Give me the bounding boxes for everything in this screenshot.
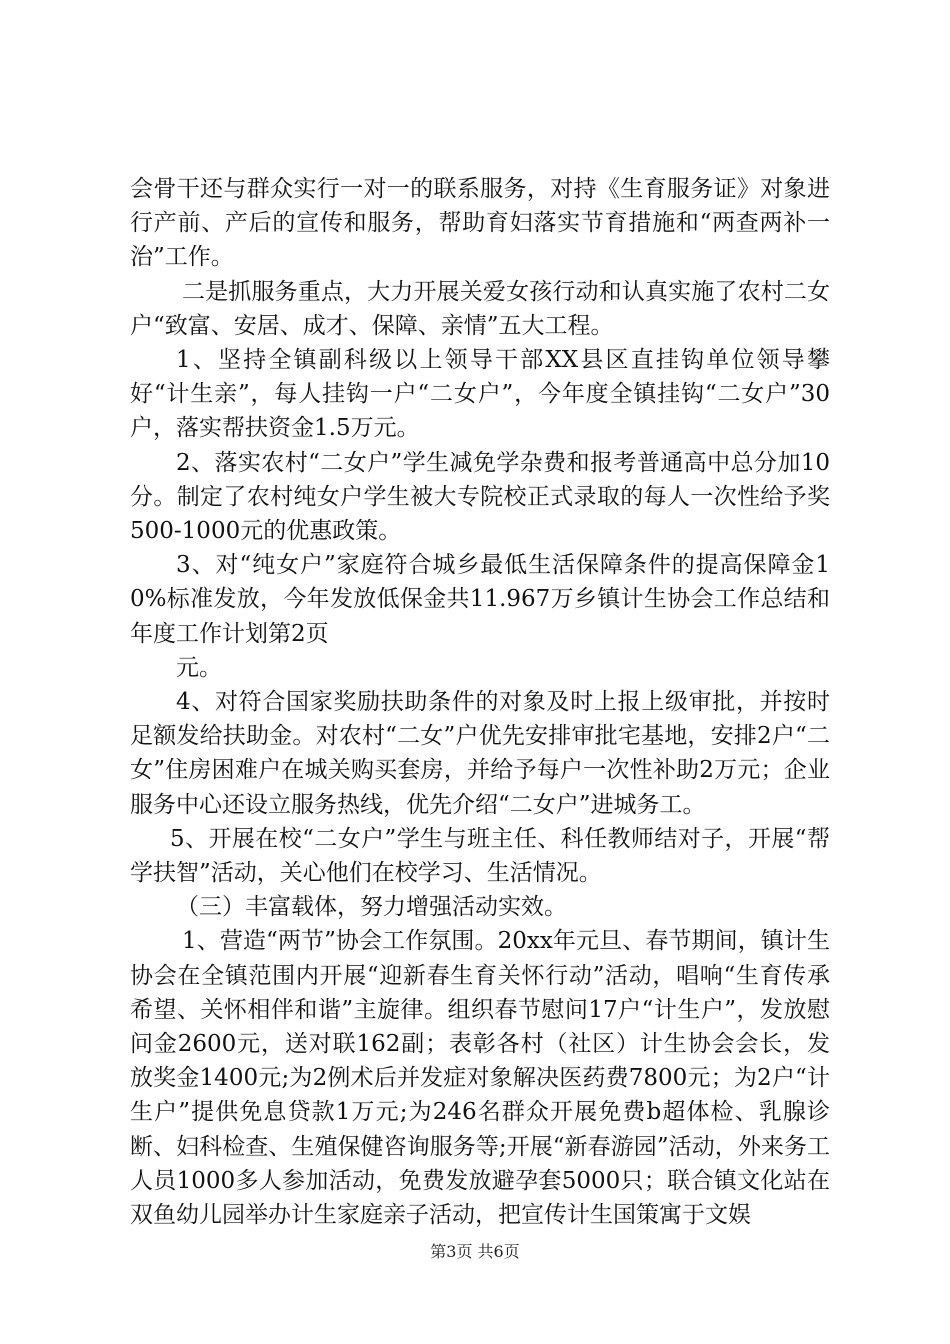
paragraph-service-focus: 二是抓服务重点，大力开展关爱女孩行动和认真实施了农村二女户“致富、安居、成才、保障、亲情”五大工程。 — [130, 278, 830, 339]
paragraph-continuation: 会骨干还与群众实行一对一的联系服务，对持《生育服务证》对象进行产前、产后的宣传和服务，帮助育妇落实节育措施和“两查两补一治”工作。 — [130, 176, 830, 271]
paragraph-item-3-end: 元。 — [176, 654, 222, 681]
page-footer: 第3页 共6页 — [430, 1242, 520, 1261]
paragraph-item-4: 4、对符合国家奖励扶助条件的对象及时上报上级审批，并按时足额发给扶助金。对农村“二女”户优先安排审批宅基地，安排2户“二女”住房困难户在城关购买套房，并给予每户一次性补助2万元；企业服务中心还设立服务热线，优先介绍“二女户”进城务工。 — [130, 689, 830, 818]
paragraph-item-5: 5、开展在校“二女户”学生与班主任、科任教师结对子，开展“帮学扶智”活动，关心他们在校学习、生活情况。 — [130, 825, 830, 887]
paragraph-item-1: 1、坚持全镇副科级以上领导干部XX县区直挂钩单位领导攀好“计生亲”，每人挂钩一户“二女户”，今年度全镇挂钩“二女户”30户，落实帮扶资金1.5万元。 — [130, 347, 830, 442]
paragraph-item-2: 2、落实农村“二女户”学生减免学杂费和报考普通高中总分加10分。制定了农村纯女户学生被大专院校正式录取的每人一次性给予奖500-1000元的优惠政策。 — [130, 449, 830, 545]
section-heading-3: （三）丰富载体，努力增强活动实效。 — [176, 894, 567, 921]
paragraph-item-3: 3、对“纯女户”家庭符合城乡最低生活保障条件的提高保障金10%标准发放，今年发放低保金共11.967万乡镇计生协会工作总结和年度工作计划第2页 — [130, 552, 830, 647]
paragraph-activity-1: 1、营造“两节”协会工作氛围。20xx年元旦、春节期间，镇计生协会在全镇范围内开展“迎新春生育关怀行动”活动，唱响“生育传承希望、关怀相伴和谐”主旋律。组织春节慰问17户“计生户”，发放慰问金2600元，送对联162副；表彰各村（社区）计生协会会长，发放奖金1400元;为2例术后并发症对象解决医药费7800元；为2户“计生户”提供免息贷款1万元;为246名群众开展免费b超体检、乳腺诊断、妇科检查、生殖保健咨询服务等;开展“新春游园”活动，外来务工人员1000多人参加活动，免费发放避孕套5000只；联合镇文化站在双鱼幼儿园举办计生家庭亲子活动，把宣传计生国策寓于文娱 — [130, 928, 830, 1229]
document-body — [130, 172, 830, 1232]
